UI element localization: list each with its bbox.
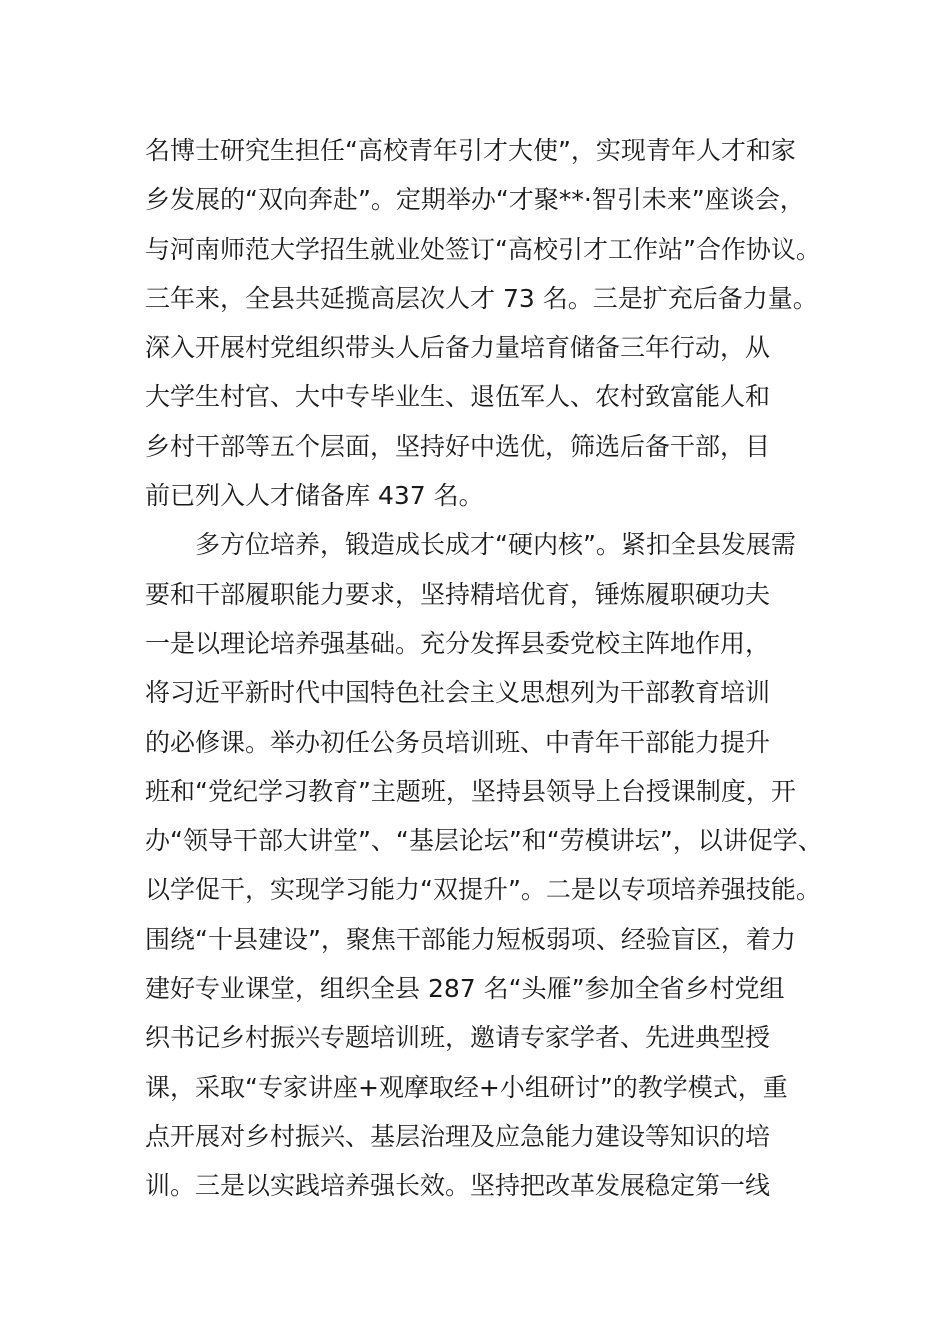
text-line-first: 多方位培养，锻造成长成才“硬内核”。紧扣全县发展需 <box>195 530 796 560</box>
text-line: 以学促干，实现学习能力“双提升”。二是以专项培养强技能。 <box>145 875 821 905</box>
text-line: 训。三是以实践培养强长效。坚持把改革发展稳定第一线 <box>145 1171 771 1201</box>
text-line: 的必修课。举办初任公务员培训班、中青年干部能力提升 <box>145 727 771 757</box>
text-line: 与河南师范大学招生就业处签订“高校引才工作站”合作协议。 <box>145 234 821 264</box>
text-line: 大学生村官、大中专毕业生、退伍军人、农村致富能人和 <box>145 382 771 412</box>
paragraph-continuation <box>145 126 845 520</box>
text-line: 建好专业课堂，组织全县 287 名“头雁”参加全省乡村党组 <box>145 974 785 1004</box>
text-line: 三年来，全县共延揽高层次人才 73 名。三是扩充后备力量。 <box>145 283 818 313</box>
text-line: 一是以理论培养强基础。充分发挥县委党校主阵地作用， <box>145 628 771 658</box>
text-line: 乡发展的“双向奔赴”。定期举办“才聚**·智引未来”座谈会， <box>145 185 805 215</box>
text-line: 围绕“十县建设”，聚焦干部能力短板弱项、经验盲区，着力 <box>145 924 796 954</box>
document-body <box>145 126 845 1211</box>
text-line: 名博士研究生担任“高校青年引才大使”，实现青年人才和家 <box>145 136 796 165</box>
text-line: 前已列入人才储备库 437 名。 <box>145 481 484 511</box>
text-line: 课，采取“专家讲座+观摩取经+小组研讨”的教学模式，重 <box>145 1072 788 1102</box>
text-line: 织书记乡村振兴专题培训班，邀请专家学者、先进典型授 <box>145 1023 771 1053</box>
paragraph-cultivation <box>145 520 845 1210</box>
text-line: 将习近平新时代中国特色社会主义思想列为干部教育培训 <box>145 678 771 708</box>
text-line: 乡村干部等五个层面，坚持好中选优，筛选后备干部，目 <box>145 431 771 461</box>
text-line: 办“领导干部大讲堂”、“基层论坛”和“劳模讲坛”，以讲促学、 <box>145 826 823 856</box>
text-line: 点开展对乡村振兴、基层治理及应急能力建设等知识的培 <box>145 1121 771 1151</box>
text-line: 深入开展村党组织带头人后备力量培育储备三年行动，从 <box>145 333 771 363</box>
text-line: 要和干部履职能力要求，坚持精培优育，锤炼履职硬功夫 <box>145 579 771 609</box>
text-line: 班和“党纪学习教育”主题班，坚持县领导上台授课制度，开 <box>145 776 796 806</box>
